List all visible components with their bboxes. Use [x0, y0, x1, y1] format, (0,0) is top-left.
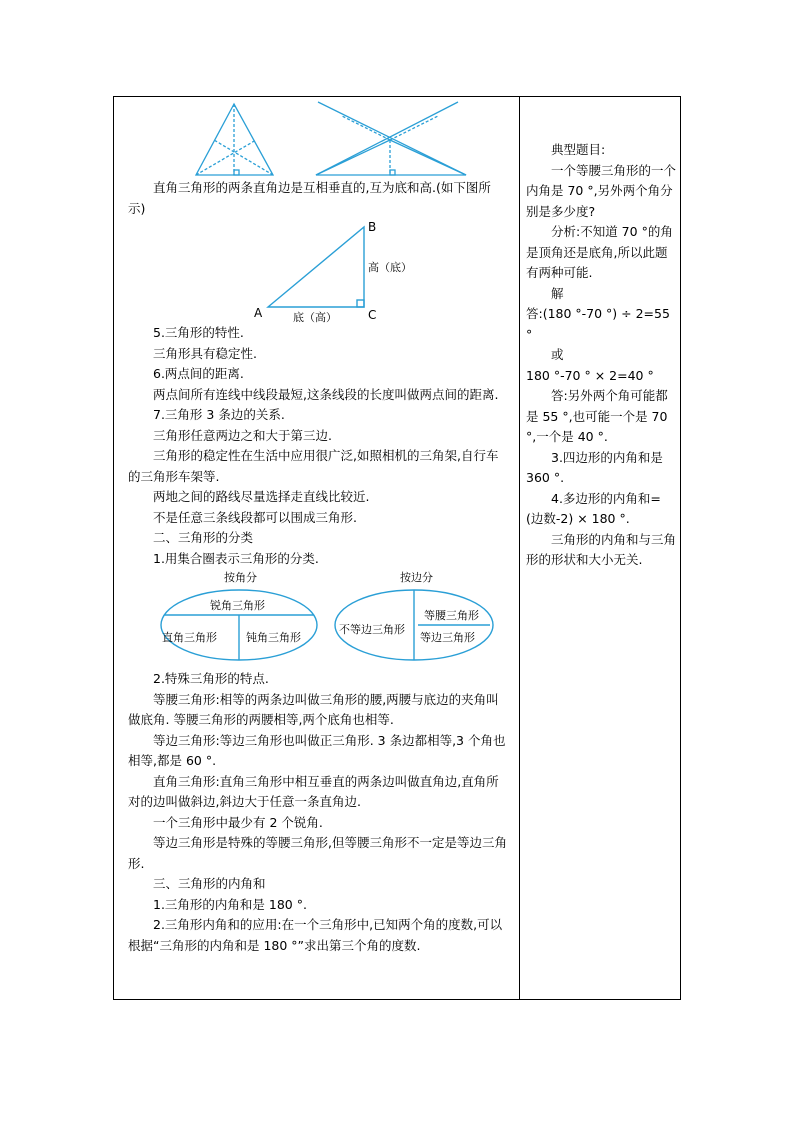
- paragraph: 直角三角形的两条直角边是互相垂直的,互为底和高.(如下图所示): [128, 180, 491, 216]
- side-or: 或: [551, 347, 564, 362]
- altitude-line: [342, 116, 390, 140]
- side-polygon: 4.多边形的内角和=(边数-2) × 180 °.: [526, 490, 661, 526]
- section-heading: 2.特殊三角形的特点.: [153, 671, 269, 686]
- altitude-line: [214, 140, 273, 175]
- side-final: 答:另外两个角可能都是 55 °,也可能一个是 70 °,一个是 40 °.: [526, 388, 668, 444]
- side-note: 三角形的内角和与三角形的形状和大小无关.: [526, 531, 677, 567]
- venn-label-right: 直角三角形: [162, 631, 217, 644]
- side-answer2: 180 °-70 ° × 2=40 °: [526, 367, 654, 383]
- right-triangle-figure: [128, 219, 508, 323]
- section-heading: 1.三角形的内角和是 180 °.: [153, 896, 307, 912]
- chapter-heading: 二、三角形的分类: [153, 530, 254, 545]
- section-heading: 7.三角形 3 条边的关系.: [153, 407, 285, 422]
- vertex-label-c: C: [368, 308, 377, 322]
- venn-label-scalene: 不等边三角形: [339, 623, 405, 636]
- chapter-heading: 三、三角形的内角和: [153, 876, 266, 891]
- right-triangle: [268, 227, 364, 307]
- paragraph: 一个三角形中最少有 2 个锐角.: [153, 814, 323, 830]
- side-analysis: 分析:不知道 70 °的角是顶角还是底角,所以此题有两种可能.: [526, 224, 673, 280]
- side-jie: 解: [551, 285, 564, 301]
- paragraph: 等边三角形:等边三角形也叫做正三角形. 3 条边都相等,3 个角也相等,都是 60 °.: [128, 732, 506, 768]
- side-title: 典型题目:: [551, 142, 606, 157]
- paragraph: 等边三角形是特殊的等腰三角形,但等腰三角形不一定是等边三角形.: [128, 835, 507, 871]
- side-answer1: 答:(180 °-70 °) ÷ 2=55 °: [526, 306, 670, 342]
- venn-label-obtuse: 钝角三角形: [246, 631, 301, 644]
- altitude-line: [390, 116, 438, 140]
- paragraph: 三角形的稳定性在生活中应用很广泛,如照相机的三角架,自行车的三角形车架等.: [128, 448, 499, 484]
- side-label-height: 高（底）: [368, 261, 412, 274]
- side-question: 一个等腰三角形的一个内角是 70 °,另外两个角分别是多少度?: [526, 162, 677, 219]
- paragraph: 等腰三角形:相等的两条边叫做三角形的腰,两腰与底边的夹角叫做底角. 等腰三角形的两腰相等,两个底角也相等.: [128, 691, 499, 727]
- venn-label-acute: 锐角三角形: [210, 599, 265, 612]
- paragraph: 三角形具有稳定性.: [153, 345, 257, 361]
- side-column: [526, 140, 676, 571]
- venn-label-equilateral: 等边三角形: [420, 631, 475, 644]
- column-divider: [519, 96, 520, 1000]
- paragraph: 两地之间的路线尽量选择走直线比较近.: [153, 489, 370, 504]
- vertex-label-a: A: [254, 306, 263, 320]
- paragraph: 两点间所有连线中线段最短,这条线段的长度叫做两点间的距离.: [153, 386, 499, 402]
- venn-title-angle: 按角分: [224, 571, 257, 584]
- vertex-label-b: B: [368, 220, 377, 234]
- side-quadrilateral: 3.四边形的内角和是 360 °.: [526, 449, 663, 485]
- paragraph: 直角三角形:直角三角形中相互垂直的两条边叫做直角边,直角所对的边叫做斜边,斜边大于任意一条直角边.: [128, 773, 499, 809]
- section-heading: 6.两点间的距离.: [153, 366, 244, 381]
- venn-title-side: 按边分: [400, 571, 433, 584]
- paragraph: 2.三角形内角和的应用:在一个三角形中,已知两个角的度数,可以根据“三角形的内角和是 180 °”求出第三个角的度数.: [128, 917, 503, 953]
- venn-label-isosceles: 等腰三角形: [424, 609, 479, 622]
- paragraph: 三角形任意两边之和大于第三边.: [153, 427, 332, 443]
- section-heading: 1.用集合圈表示三角形的分类.: [153, 550, 319, 566]
- paragraph: 不是任意三条线段都可以围成三角形.: [153, 509, 357, 525]
- altitude-triangles-figure: [128, 100, 508, 178]
- section-heading: 5.三角形的特性.: [153, 325, 244, 340]
- side-label-base: 底（高）: [293, 311, 337, 323]
- extended-side: [316, 102, 458, 175]
- main-column: [128, 100, 508, 956]
- classification-venn-figure: [128, 569, 508, 669]
